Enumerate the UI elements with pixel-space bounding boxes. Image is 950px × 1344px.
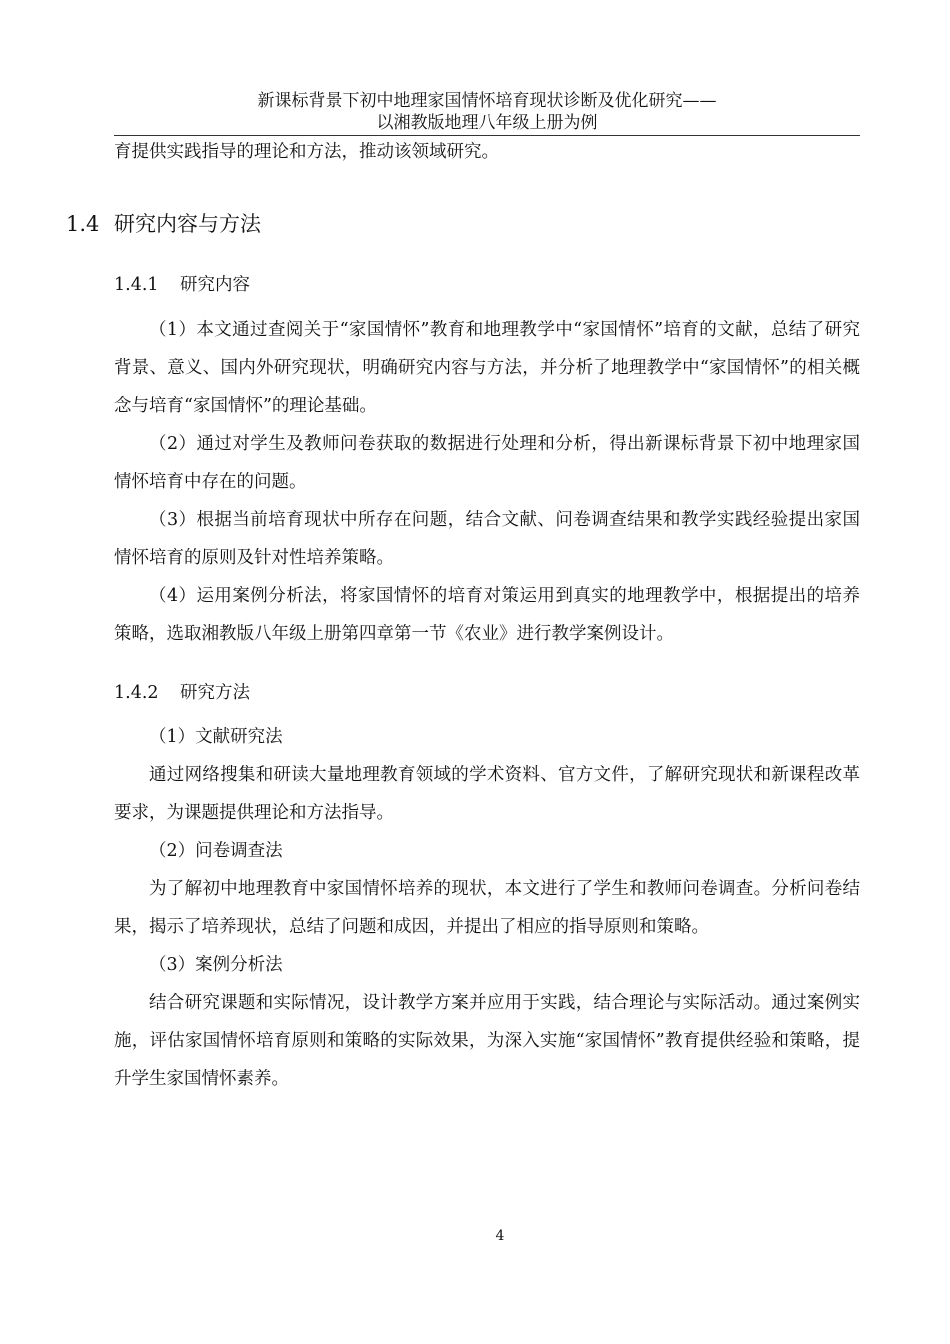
method-text-1: 通过网络搜集和研读大量地理教育领域的学术资料、官方文件，了解研究现状和新课程改革要求，为课题提供理论和方法指导。 <box>114 765 860 823</box>
header-title-line1: 新课标背景下初中地理家国情怀培育现状诊断及优化研究—— <box>257 91 717 111</box>
carryover-paragraph: 育提供实践指导的理论和方法，推动该领域研究。 <box>114 142 499 162</box>
method-text-3: 结合研究课题和实际情况，设计教学方案并应用于实践，结合理论与实际活动。通过案例实施，评估家国情怀培育原则和策略的实际效果，为深入实施“家国情怀”教育提供经验和策略，提升学生家国情怀素养。 <box>114 993 860 1089</box>
method-label-2: （2）问卷调查法 <box>149 841 283 861</box>
subsection-title: 研究内容 <box>180 275 250 295</box>
subsection-title: 研究方法 <box>180 683 250 703</box>
content-paragraph-1: （1）本文通过查阅关于“家国情怀”教育和地理教学中“家国情怀”培育的文献，总结了研究背景、意义、国内外研究现状，明确研究内容与方法，并分析了地理教学中“家国情怀”的相关概念与培育“家国情怀”的理论基础。 <box>114 320 860 416</box>
running-header <box>114 90 860 134</box>
method-label-3: （3）案例分析法 <box>149 955 283 975</box>
method-text-2: 为了解初中地理教育中家国情怀培养的现状，本文进行了学生和教师问卷调查。分析问卷结果，揭示了培养现状，总结了问题和成因，并提出了相应的指导原则和策略。 <box>114 879 860 937</box>
content-paragraph-2: （2）通过对学生及教师问卷获取的数据进行处理和分析，得出新课标背景下初中地理家国情怀培育中存在的问题。 <box>114 434 860 492</box>
section-number: 1.4 <box>66 212 100 236</box>
subsection-number: 1.4.2 <box>114 683 159 703</box>
content-paragraph-4: （4）运用案例分析法，将家国情怀的培育对策运用到真实的地理教学中，根据提出的培养策略，选取湘教版八年级上册第四章第一节《农业》进行教学案例设计。 <box>114 586 860 644</box>
header-title-line2: 以湘教版地理八年级上册为例 <box>376 113 598 133</box>
subsection-heading-1-4-1 <box>114 272 250 298</box>
section-title: 研究内容与方法 <box>114 212 261 236</box>
page-number: 4 <box>495 1228 505 1244</box>
subsection-heading-1-4-2 <box>114 680 250 706</box>
section-heading-1-4 <box>66 209 261 239</box>
method-label-1: （1）文献研究法 <box>149 727 283 747</box>
subsection-number: 1.4.1 <box>114 275 159 295</box>
content-paragraph-3: （3）根据当前培育现状中所存在问题，结合文献、问卷调查结果和教学实践经验提出家国情怀培育的原则及针对性培养策略。 <box>114 510 860 568</box>
